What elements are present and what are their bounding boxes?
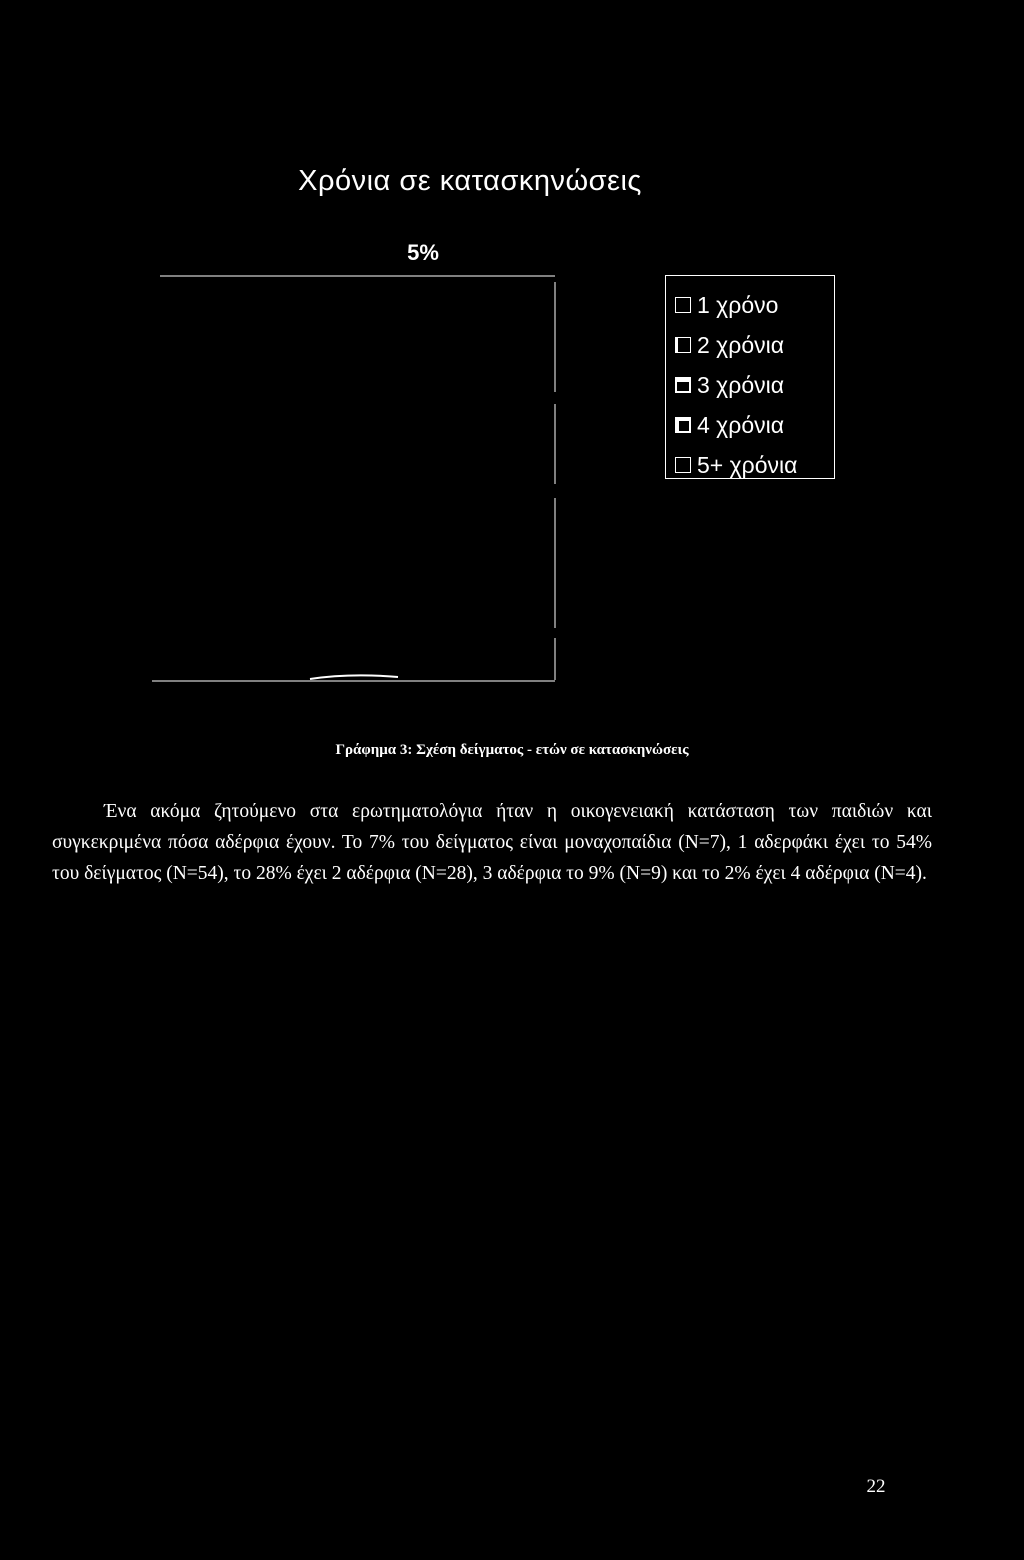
legend-swatch-icon: [675, 417, 691, 433]
legend-label: 4 χρόνια: [697, 411, 785, 438]
legend-swatch-icon: [675, 337, 691, 353]
chart-legend: [665, 275, 835, 479]
legend-item: [666, 365, 834, 405]
legend-label: 3 χρόνια: [697, 371, 785, 398]
pie-slice-edge: [310, 675, 398, 679]
figure-caption: Γράφημα 3: Σχέση δείγματος - ετών σε κατασκηνώσεις: [335, 742, 689, 758]
legend-label: 2 χρόνια: [697, 331, 785, 358]
legend-swatch-icon: [675, 377, 691, 393]
page-number: 22: [866, 1476, 886, 1497]
legend-swatch-icon: [675, 457, 691, 473]
legend-label: 5+ χρόνια: [697, 451, 798, 478]
slice-data-label: 5%: [407, 240, 439, 265]
legend-swatch-icon: [675, 297, 691, 313]
body-paragraph: Ένα ακόμα ζητούμενο στα ερωτηματολόγια ήταν η οικογενειακή κατάσταση των παιδιών και συγκεκριμένα πόσα αδέρφια έχουν. Το 7% του δείγματος είναι μοναχοπαίδια (Ν=7), 1 αδερφάκι έχει το 54% του δείγματος (Ν=54), το 28% έχει 2 αδέρφια (Ν=28), 3 αδέρφια το 9% (Ν=9) και το 2% έχει 4 αδέρφια (Ν=4).: [52, 801, 932, 885]
legend-item: [666, 325, 834, 365]
legend-item: [666, 445, 834, 485]
legend-label: 1 χρόνο: [697, 291, 779, 318]
legend-item: [666, 405, 834, 445]
pie-chart-area: [0, 0, 1024, 720]
legend-item: [666, 285, 834, 325]
chart-title: Χρόνια σε κατασκηνώσεις: [298, 165, 642, 197]
